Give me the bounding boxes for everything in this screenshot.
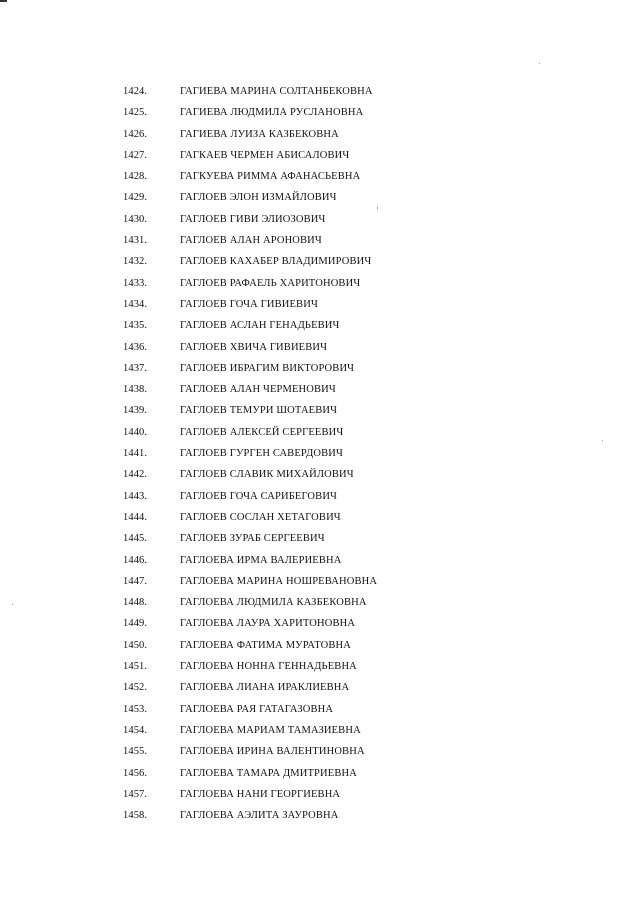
entry-name: ГАГЛОЕВ ЗУРАБ СЕРГЕЕВИЧ — [180, 533, 325, 545]
entry-name: ГАГЛОЕВА ИРМА ВАЛЕРИЕВНА — [180, 554, 342, 566]
entry-number: 1446. — [123, 554, 148, 566]
entry-number: 1455. — [123, 746, 148, 758]
entry-name: ГАГИЕВА ЛУИЗА КАЗБЕКОВНА — [180, 128, 339, 140]
entry-name: ГАГЛОЕВА ЛЮДМИЛА КАЗБЕКОВНА — [180, 597, 367, 609]
entry-name: ГАГЛОЕВА ТАМАРА ДМИТРИЕВНА — [180, 767, 357, 779]
list-item — [0, 187, 640, 208]
list-item — [0, 251, 640, 272]
entry-name: ГАГЛОЕВА ФАТИМА МУРАТОВНА — [180, 639, 351, 651]
entry-number: 1453. — [123, 703, 148, 715]
entry-name: ГАГЛОЕВ ГУРГЕН САВЕРДОВИЧ — [180, 448, 344, 460]
entry-number: 1435. — [123, 320, 148, 332]
entry-number: 1447. — [123, 575, 148, 587]
name-list — [0, 81, 640, 826]
list-item — [0, 81, 640, 102]
scan-speck — [12, 604, 13, 605]
list-item — [0, 635, 640, 656]
entry-number: 1430. — [123, 213, 148, 225]
list-item — [0, 592, 640, 613]
entry-number: 1458. — [123, 810, 148, 822]
list-item — [0, 550, 640, 571]
list-item — [0, 124, 640, 145]
entry-number: 1451. — [123, 661, 148, 673]
entry-number: 1454. — [123, 724, 148, 736]
entry-name: ГАГЛОЕВА РАЯ ГАТАГАЗОВНА — [180, 703, 334, 715]
list-item — [0, 294, 640, 315]
scan-speck — [602, 440, 603, 441]
entry-number: 1429. — [123, 192, 148, 204]
list-item — [0, 145, 640, 166]
entry-number: 1440. — [123, 426, 148, 438]
entry-number: 1434. — [123, 298, 148, 310]
list-item — [0, 230, 640, 251]
entry-name: ГАГЛОЕВ ИБРАГИМ ВИКТОРОВИЧ — [180, 362, 355, 374]
entry-number: 1448. — [123, 597, 148, 609]
list-item — [0, 720, 640, 741]
entry-number: 1449. — [123, 618, 148, 630]
entry-name: ГАГЛОЕВА ИРИНА ВАЛЕНТИНОВНА — [180, 746, 365, 758]
list-item — [0, 337, 640, 358]
entry-number: 1444. — [123, 511, 148, 523]
entry-name: ГАГЛОЕВ ГОЧА САРИБЕГОВИЧ — [180, 490, 338, 502]
entry-number: 1442. — [123, 469, 148, 481]
entry-name: ГАГЛОЕВА НОННА ГЕННАДЬЕВНА — [180, 661, 357, 673]
list-item — [0, 400, 640, 421]
entry-number: 1443. — [123, 490, 148, 502]
list-item — [0, 315, 640, 336]
entry-name: ГАГЛОЕВ ГОЧА ГИВИЕВИЧ — [180, 298, 318, 310]
entry-number: 1456. — [123, 767, 148, 779]
list-item — [0, 273, 640, 294]
entry-name: ГАГЛОЕВ СЛАВИК МИХАЙЛОВИЧ — [180, 469, 354, 481]
list-item — [0, 528, 640, 549]
list-item — [0, 571, 640, 592]
list-item — [0, 677, 640, 698]
scan-speck — [377, 207, 378, 209]
entry-number: 1437. — [123, 362, 148, 374]
entry-number: 1439. — [123, 405, 148, 417]
entry-number: 1450. — [123, 639, 148, 651]
entry-name: ГАГКУЕВА РИММА АФАНАСЬЕВНА — [180, 171, 361, 183]
list-item — [0, 464, 640, 485]
entry-number: 1452. — [123, 682, 148, 694]
entry-name: ГАГЛОЕВ ТЕМУРИ ШОТАЕВИЧ — [180, 405, 338, 417]
entry-name: ГАГИЕВА ЛЮДМИЛА РУСЛАНОВНА — [180, 107, 364, 119]
entry-number: 1426. — [123, 128, 148, 140]
entry-name: ГАГЛОЕВ ГИВИ ЭЛИОЗОВИЧ — [180, 213, 326, 225]
scan-corner-mark — [0, 0, 7, 2]
entry-name: ГАГЛОЕВ КАХАБЕР ВЛАДИМИРОВИЧ — [180, 256, 372, 268]
entry-name: ГАГЛОЕВ СОСЛАН ХЕТАГОВИЧ — [180, 511, 341, 523]
entry-number: 1432. — [123, 256, 148, 268]
list-item — [0, 379, 640, 400]
entry-name: ГАГИЕВА МАРИНА СОЛТАНБЕКОВНА — [180, 86, 373, 97]
entry-name: ГАГЛОЕВА МАРИАМ ТАМАЗИЕВНА — [180, 724, 361, 736]
list-item — [0, 209, 640, 230]
entry-name: ГАГЛОЕВ ХВИЧА ГИВИЕВИЧ — [180, 341, 328, 353]
entry-name: ГАГЛОЕВ АЛАН АРОНОВИЧ — [180, 235, 322, 247]
list-item — [0, 166, 640, 187]
entry-number: 1428. — [123, 171, 148, 183]
entry-number: 1441. — [123, 448, 148, 460]
list-item — [0, 422, 640, 443]
entry-name: ГАГЛОЕВА МАРИНА НОШРЕВАНОВНА — [180, 575, 378, 587]
list-item — [0, 613, 640, 634]
entry-number: 1425. — [123, 107, 148, 119]
scan-speck — [539, 63, 540, 64]
entry-name: ГАГЛОЕВ РАФАЕЛЬ ХАРИТОНОВИЧ — [180, 277, 361, 289]
entry-number: 1431. — [123, 235, 148, 247]
list-item — [0, 784, 640, 805]
list-item — [0, 805, 640, 826]
entry-number: 1457. — [123, 788, 148, 800]
entry-number: 1433. — [123, 277, 148, 289]
entry-name: ГАГЛОЕВ АСЛАН ГЕНАДЬЕВИЧ — [180, 320, 340, 332]
list-item — [0, 507, 640, 528]
list-item — [0, 699, 640, 720]
entry-name: ГАГЛОЕВА АЭЛИТА ЗАУРОВНА — [180, 810, 339, 822]
list-item — [0, 102, 640, 123]
list-item — [0, 741, 640, 762]
entry-name: ГАГЛОЕВА ЛАУРА ХАРИТОНОВНА — [180, 618, 356, 630]
entry-name: ГАГЛОЕВА ЛИАНА ИРАКЛИЕВНА — [180, 682, 350, 694]
entry-name: ГАГЛОЕВ ЭЛОН ИЗМАЙЛОВИЧ — [180, 192, 337, 204]
entry-number: 1427. — [123, 149, 148, 161]
entry-name: ГАГЛОЕВ АЛАН ЧЕРМЕНОВИЧ — [180, 384, 336, 396]
entry-name: ГАГКАЕВ ЧЕРМЕН АБИСАЛОВИЧ — [180, 149, 350, 161]
entry-name: ГАГЛОЕВА НАНИ ГЕОРГИЕВНА — [180, 788, 341, 800]
list-item — [0, 656, 640, 677]
list-item — [0, 358, 640, 379]
entry-number: 1436. — [123, 341, 148, 353]
entry-name: ГАГЛОЕВ АЛЕКСЕЙ СЕРГЕЕВИЧ — [180, 426, 344, 438]
list-item — [0, 443, 640, 464]
entry-number: 1424. — [123, 86, 148, 97]
entry-number: 1445. — [123, 533, 148, 545]
list-item — [0, 763, 640, 784]
list-item — [0, 486, 640, 507]
entry-number: 1438. — [123, 384, 148, 396]
